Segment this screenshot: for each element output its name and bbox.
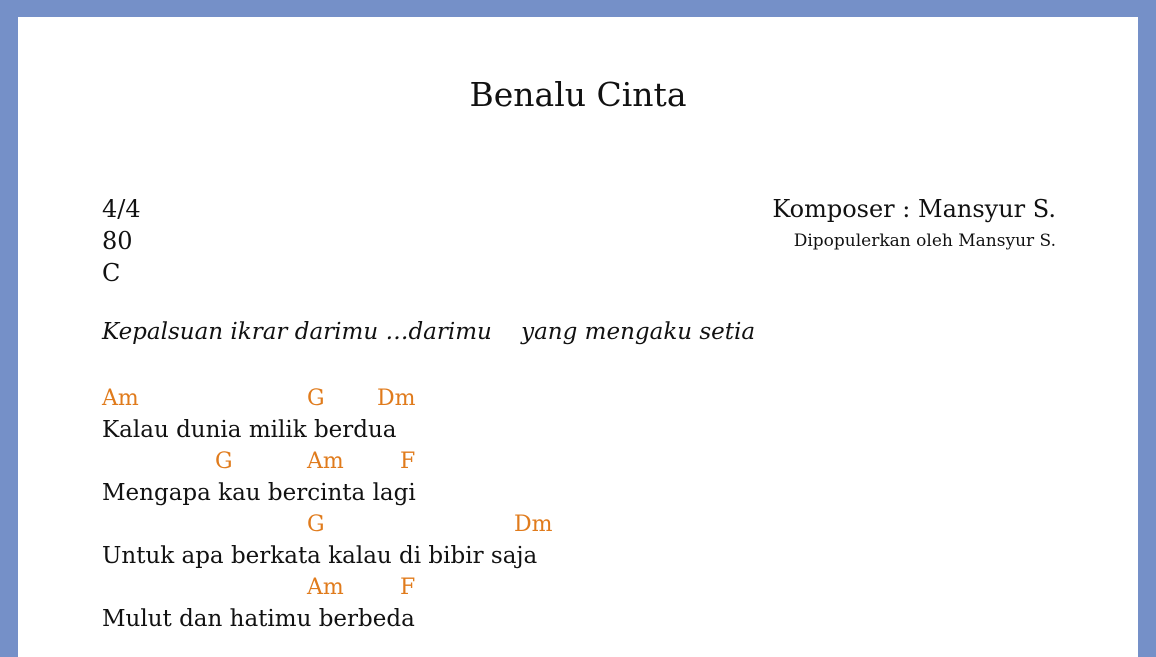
lyric-line	[102, 541, 537, 573]
chord: Am	[307, 575, 344, 600]
song-body	[102, 383, 553, 635]
chord: G	[215, 449, 233, 474]
time-signature: 4/4	[102, 195, 141, 223]
lyric: Mengapa kau bercinta lagi	[102, 479, 416, 506]
intro-lyric: Kepalsuan ikrar darimu …darimu yang mengaku setia	[102, 319, 756, 345]
tempo: 80	[102, 227, 133, 255]
lyric-line	[102, 478, 537, 510]
chord: Dm	[514, 512, 553, 537]
chord-line	[102, 509, 553, 541]
chord: G	[307, 386, 325, 411]
chord: F	[400, 449, 416, 474]
chord-line	[102, 446, 537, 478]
chord: Am	[307, 449, 344, 474]
lyric: Mulut dan hatimu berbeda	[102, 605, 415, 632]
lyric: Untuk apa berkata kalau di bibir saja	[102, 542, 538, 569]
chord: G	[307, 512, 325, 537]
chord: Dm	[377, 386, 416, 411]
chord-line	[102, 383, 537, 415]
credits	[772, 193, 1056, 257]
chord: Am	[102, 386, 139, 411]
lyric-line	[102, 604, 537, 636]
chord-line	[102, 572, 537, 604]
song-meta	[102, 193, 141, 289]
lyric: Kalau dunia milik berdua	[102, 416, 397, 443]
document-page	[18, 17, 1138, 657]
composer: Komposer : Mansyur S.	[772, 195, 1056, 223]
key: C	[102, 259, 121, 287]
chord: F	[400, 575, 416, 600]
song-title: Benalu Cinta	[469, 75, 687, 114]
lyric-line	[102, 415, 537, 447]
popularized-by: Dipopulerkan oleh Mansyur S.	[793, 231, 1056, 251]
